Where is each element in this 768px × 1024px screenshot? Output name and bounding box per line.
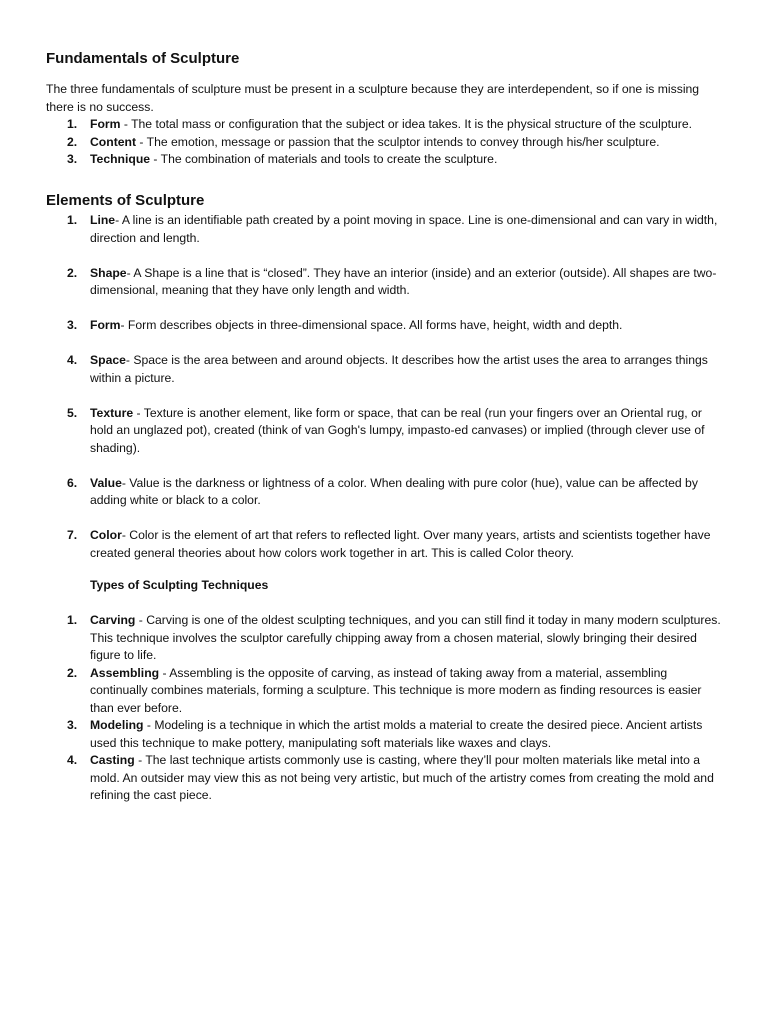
list-term: Assembling [90, 665, 160, 680]
list-number: 5. [67, 405, 78, 420]
list-term: Technique [90, 152, 151, 166]
fundamentals-intro: The three fundamentals of sculpture must be present in a sculpture because they are interdependent, so if one is missing there is no success. [46, 82, 700, 114]
elements-heading: Elements of Sculpture [46, 192, 205, 209]
list-term: Line [90, 213, 116, 227]
list-term: Color [90, 528, 122, 542]
list-text: - Texture is another element, like form or space, that can be real (run your fingers over an Oriental rug, or hold an unglazed pot), created (think of van Gogh's lumpy, impasto-ed canvases) or implied (through clever use of shading). [90, 405, 705, 455]
list-number: 4. [67, 353, 78, 367]
list-text: - Modeling is a technique in which the artist molds a material to create the desired piece. Ancient artists used this technique to make pottery, manipulating soft materials like waxes and clays. [90, 718, 703, 750]
list-number: 1. [67, 613, 78, 627]
list-term: Modeling [90, 718, 144, 732]
list-item [46, 717, 728, 752]
list-item [46, 752, 728, 805]
list-item [46, 265, 728, 300]
list-term: Form [90, 117, 121, 131]
list-number: 3. [67, 152, 78, 166]
list-text: - Assembling is the opposite of carving, as instead of taking away from a material, assembling continually combines materials, forming a sculpture. This technique is more modern as finding resources is easier than ever before. [90, 665, 702, 715]
list-number: 3. [67, 718, 78, 732]
list-number: 2. [67, 265, 78, 280]
list-text: - A Shape is a line that is “closed”. They have an interior (inside) and an exterior (outside). All shapes are two-dimensional, meaning that they have only length and width. [90, 265, 717, 297]
list-text: - Color is the element of art that refers to reflected light. Over many years, artists and scientists together have created general theories about how colors work together in art. This is called Color theory. [90, 528, 711, 560]
list-text: - Form describes objects in three-dimensional space. All forms have, height, width and depth. [120, 318, 623, 332]
list-text: - The combination of materials and tools to create the sculpture. [150, 152, 498, 166]
list-item [46, 116, 728, 134]
list-text: - A line is an identifiable path created by a point moving in space. Line is one-dimensional and can vary in width, direction and length. [90, 213, 718, 245]
list-number: 1. [67, 213, 78, 227]
list-number: 1. [67, 117, 78, 131]
list-term: Form [90, 318, 121, 332]
list-number: 6. [67, 475, 78, 490]
list-item [46, 151, 728, 169]
list-text: - The last technique artists commonly use is casting, where they’ll pour molten materials like metal into a mold. An outsider may view this as not being very artistic, but much of the artistry comes from creating the mold and refining the cast piece. [90, 753, 714, 802]
list-term: Texture [90, 405, 134, 420]
list-item [46, 527, 728, 562]
list-item [46, 317, 728, 335]
list-term: Value [90, 475, 122, 490]
list-term: Carving [90, 613, 136, 627]
list-number: 4. [67, 753, 78, 767]
list-item [46, 212, 728, 247]
techniques-list [46, 612, 728, 805]
list-item [46, 134, 728, 152]
list-term: Content [90, 134, 137, 149]
list-number: 7. [67, 528, 78, 542]
list-text: - The emotion, message or passion that the sculptor intends to convey through his/her sculpture. [136, 134, 660, 149]
list-number: 2. [67, 665, 78, 680]
list-number: 2. [67, 134, 78, 149]
list-item [46, 352, 728, 387]
list-number: 3. [67, 318, 78, 332]
fundamentals-heading: Fundamentals of Sculpture [46, 50, 240, 67]
list-item [46, 665, 728, 718]
techniques-heading: Types of Sculpting Techniques [90, 578, 269, 592]
list-item [46, 475, 728, 510]
fundamentals-list [46, 116, 728, 169]
list-term: Space [90, 353, 126, 367]
list-text: - Value is the darkness or lightness of a color. When dealing with pure color (hue), value can be affected by adding white or black to a color. [90, 475, 698, 507]
list-term: Shape [90, 265, 127, 280]
list-item [46, 612, 728, 665]
list-text: - Space is the area between and around objects. It describes how the artist uses the area to arranges things within a picture. [90, 353, 708, 385]
list-text: - Carving is one of the oldest sculpting techniques, and you can still find it today in many modern sculptures. This technique involves the sculptor carefully chipping away from a chosen material, slowly bringing their desired figure to life. [90, 613, 721, 662]
list-term: Casting [90, 753, 135, 767]
list-text: - The total mass or configuration that the subject or idea takes. It is the physical structure of the sculpture. [120, 117, 692, 131]
elements-list [46, 212, 728, 580]
list-item [46, 405, 728, 458]
